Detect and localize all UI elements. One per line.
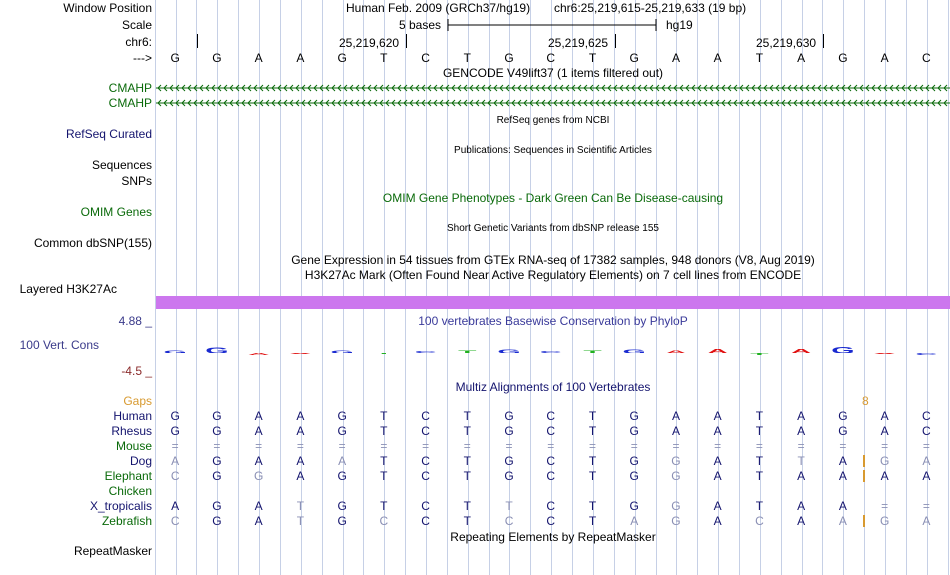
aligned-base: G (253, 469, 264, 483)
aligned-base: C (421, 424, 430, 438)
aligned-base: G (838, 409, 848, 423)
conservation-logo-glyph: A (247, 353, 270, 355)
aligned-base: A (296, 409, 305, 423)
aligned-base: G (212, 469, 222, 483)
ruler-tick-label: 25,219,630 (756, 36, 817, 50)
aligned-base: = (714, 439, 722, 453)
label-cons-max: 4.88 _ (118, 314, 152, 328)
ruler-tick-mark (406, 34, 407, 48)
gencode-track-title: GENCODE V49lift37 (1 items filtered out) (442, 66, 664, 80)
position-label: chr6:25,219,615-25,219,633 (19 bp) (554, 1, 747, 15)
species-label-human[interactable]: Human (113, 409, 152, 423)
aligned-base: A (171, 499, 180, 513)
aligned-base: G (629, 454, 639, 468)
aligned-base: T (380, 454, 388, 468)
aligned-base: C (921, 424, 931, 438)
aligned-base: T (380, 424, 388, 438)
aligned-base: G (337, 409, 347, 423)
reference-base: T (588, 51, 597, 65)
aligned-base: T (463, 409, 471, 423)
db-label: hg19 (666, 18, 693, 32)
conservation-logo-glyph: G (831, 346, 855, 353)
label-repeatmasker[interactable]: RepeatMasker (73, 544, 152, 558)
label-window-position: Window Position (63, 1, 152, 15)
ruler-tick-mark (197, 34, 198, 48)
reference-base: C (546, 51, 556, 65)
aligned-base: = (672, 439, 680, 453)
aligned-base: = (547, 439, 555, 453)
aligned-base: T (797, 454, 805, 468)
aligned-base: T (463, 499, 471, 513)
aligned-base: G (838, 424, 848, 438)
conservation-logo-glyph: A (706, 348, 729, 353)
aligned-base: T (588, 454, 597, 468)
aligned-base: A (838, 499, 847, 513)
label-scale: Scale (121, 18, 152, 32)
aligned-base: = (630, 439, 638, 453)
aligned-base: A (838, 454, 847, 468)
aligned-base: = (213, 439, 221, 453)
conservation-logo-glyph: A (873, 353, 896, 354)
aligned-base: T (755, 499, 764, 513)
aligned-base: A (254, 409, 263, 423)
conservation-logo-glyph: A (790, 348, 812, 353)
aligned-base: A (797, 409, 806, 423)
insertion-marker (863, 470, 865, 482)
species-label-zebrafish[interactable]: Zebrafish (101, 514, 152, 528)
aligned-base: C (421, 469, 430, 483)
phylop-track-title: 100 vertebrates Basewise Conservation by PhyloP (418, 314, 688, 328)
aligned-base: G (504, 424, 514, 438)
refseq-track-title: RefSeq genes from NCBI (496, 115, 610, 126)
species-label-elephant[interactable]: Elephant (104, 469, 152, 483)
aligned-base: C (546, 469, 556, 483)
aligned-base: A (713, 514, 722, 528)
label-cons-min: -4.5 _ (121, 364, 152, 378)
aligned-base: A (838, 514, 847, 528)
reference-base: C (421, 51, 430, 65)
label-strand: ---> (133, 51, 152, 65)
conservation-logo-glyph: T (583, 350, 602, 353)
aligned-base: T (755, 409, 764, 423)
reference-base: A (880, 51, 889, 65)
aligned-base: G (879, 454, 890, 468)
aligned-base: T (588, 469, 597, 483)
label-omim[interactable]: OMIM Genes (80, 205, 152, 219)
aligned-base: C (504, 514, 514, 528)
reference-base: T (463, 51, 471, 65)
scale-bar (446, 17, 658, 33)
conservation-logo-glyph: G (330, 350, 354, 353)
aligned-base: = (797, 439, 805, 453)
aligned-base: T (296, 499, 305, 513)
label-cmahp-1[interactable]: CMAHP (108, 81, 152, 95)
cmahp-transcript-1[interactable] (156, 82, 950, 94)
label-refseq[interactable]: RefSeq Curated (65, 127, 152, 141)
h3k27ac-signal-bar[interactable] (156, 296, 950, 309)
aligned-base: C (421, 409, 430, 423)
reference-base: A (296, 51, 305, 65)
aligned-base: = (422, 439, 430, 453)
aligned-base: T (588, 499, 597, 513)
conservation-logo-glyph: T (458, 350, 477, 353)
reference-base: G (170, 51, 180, 65)
aligned-base: G (212, 514, 222, 528)
aligned-base: G (212, 409, 222, 423)
reference-base: G (629, 51, 639, 65)
aligned-base: A (713, 409, 722, 423)
aligned-base: C (421, 454, 430, 468)
aligned-base: = (922, 439, 930, 453)
aligned-base: A (838, 469, 847, 483)
publications-track-title: Publications: Sequences in Scientific Articles (454, 145, 652, 156)
aligned-base: G (629, 424, 639, 438)
aligned-base: G (337, 424, 347, 438)
assembly-label: Human Feb. 2009 (GRCh37/hg19) (346, 1, 531, 15)
reference-base: G (212, 51, 222, 65)
aligned-base: T (755, 454, 764, 468)
aligned-base: C (546, 454, 556, 468)
repeatmasker-track-title: Repeating Elements by RepeatMasker (450, 530, 656, 544)
conservation-logo-glyph: T (750, 353, 769, 355)
aligned-base: C (546, 499, 556, 513)
label-snps[interactable]: SNPs (121, 174, 152, 188)
aligned-base: G (170, 409, 180, 423)
aligned-base: G (879, 514, 890, 528)
aligned-base: A (922, 514, 931, 528)
aligned-base: C (421, 499, 430, 513)
aligned-base: = (922, 499, 930, 513)
aligned-base: T (296, 514, 305, 528)
aligned-base: C (170, 469, 180, 483)
aligned-base: = (171, 439, 179, 453)
reference-base: G (337, 51, 347, 65)
aligned-base: A (254, 514, 263, 528)
multiz-track-title: Multiz Alignments of 100 Vertebrates (455, 380, 651, 394)
aligned-base: G (212, 499, 222, 513)
aligned-base: G (337, 514, 347, 528)
reference-base: T (380, 51, 388, 65)
reference-base: C (921, 51, 931, 65)
conservation-logo-glyph: C (915, 353, 938, 355)
aligned-base: A (797, 514, 806, 528)
gtex-track-title: Gene Expression in 54 tissues from GTEx RNA-seq of 17382 samples, 948 donors (V8, Aug 2019) (291, 253, 815, 267)
dbsnp-track-title: Short Genetic Variants from dbSNP release 155 (447, 223, 659, 234)
label-cmahp-2[interactable]: CMAHP (108, 96, 152, 110)
aligned-base: G (504, 409, 514, 423)
ruler-tick-mark (615, 34, 616, 48)
cmahp-transcript-2[interactable] (156, 97, 950, 109)
aligned-base: T (755, 424, 764, 438)
label-chrom: chr6: (125, 35, 152, 49)
label-gaps: Gaps (123, 394, 152, 408)
conservation-logo-glyph: A (665, 350, 687, 353)
aligned-base: A (671, 424, 680, 438)
aligned-base: G (170, 424, 180, 438)
aligned-base: A (797, 499, 806, 513)
label-dbsnp[interactable]: Common dbSNP(155) (33, 236, 152, 250)
aligned-base: A (922, 469, 931, 483)
aligned-base: G (671, 469, 681, 483)
aligned-base: T (380, 469, 388, 483)
conservation-logo-glyph: T (374, 353, 393, 354)
aligned-base: = (839, 439, 847, 453)
aligned-base: A (296, 454, 305, 468)
ruler-tick-label: 25,219,625 (548, 36, 609, 50)
label-sequences[interactable]: Sequences (91, 158, 152, 172)
aligned-base: A (296, 469, 305, 483)
aligned-base: C (170, 514, 180, 528)
aligned-base: A (671, 409, 680, 423)
aligned-base: = (505, 439, 513, 453)
aligned-base: = (588, 439, 596, 453)
aligned-base: A (713, 424, 722, 438)
scale-text: 5 bases (399, 18, 442, 32)
aligned-base: C (546, 424, 556, 438)
aligned-base: A (630, 514, 639, 528)
conservation-logo-glyph: G (622, 349, 646, 353)
aligned-base: = (338, 439, 346, 453)
species-label-x-tropicalis[interactable]: X_tropicalis (89, 499, 152, 513)
aligned-base: G (337, 499, 347, 513)
aligned-base: C (421, 514, 430, 528)
aligned-base: T (505, 499, 513, 513)
conservation-logo-glyph: A (289, 353, 312, 354)
aligned-base: T (380, 499, 388, 513)
aligned-base: A (254, 454, 263, 468)
aligned-base: A (713, 454, 722, 468)
aligned-base: G (212, 424, 222, 438)
aligned-base: G (504, 454, 514, 468)
insertion-marker (863, 455, 865, 467)
aligned-base: G (337, 469, 347, 483)
aligned-base: C (546, 409, 556, 423)
aligned-base: A (713, 499, 722, 513)
reference-base: G (504, 51, 514, 65)
ruler-tick-label: 25,219,620 (339, 36, 400, 50)
track-label-column (0, 0, 155, 575)
conservation-logo-glyph: G (497, 349, 521, 353)
insertion-marker (863, 515, 865, 527)
aligned-base: G (629, 499, 639, 513)
aligned-base: G (212, 454, 222, 468)
aligned-base: A (797, 469, 806, 483)
species-label-dog[interactable]: Dog (129, 454, 152, 468)
conservation-logo-glyph: G (163, 350, 187, 353)
aligned-base: G (671, 514, 681, 528)
reference-base: A (671, 51, 680, 65)
aligned-base: A (254, 424, 263, 438)
aligned-base: = (755, 439, 763, 453)
aligned-base: A (797, 424, 806, 438)
aligned-base: G (629, 469, 639, 483)
aligned-base: G (504, 469, 514, 483)
label-h3k27ac[interactable]: Layered H3K27Ac (19, 282, 117, 296)
species-label-chicken[interactable]: Chicken (108, 484, 152, 498)
reference-base: G (838, 51, 848, 65)
aligned-base: G (671, 454, 681, 468)
aligned-base: C (546, 514, 556, 528)
aligned-base: C (921, 409, 931, 423)
aligned-base: A (880, 409, 889, 423)
reference-base: A (713, 51, 722, 65)
species-label-mouse[interactable]: Mouse (115, 439, 152, 453)
ruler-tick-mark (823, 34, 824, 48)
reference-base: T (755, 51, 764, 65)
aligned-base: T (463, 424, 471, 438)
species-label-rhesus[interactable]: Rhesus (111, 424, 152, 438)
aligned-base: A (880, 424, 889, 438)
aligned-base: T (463, 454, 471, 468)
aligned-base: = (881, 499, 889, 513)
aligned-base: = (255, 439, 263, 453)
aligned-base: A (254, 499, 263, 513)
omim-track-title: OMIM Gene Phenotypes - Dark Green Can Be Disease-causing (382, 191, 724, 205)
label-cons-track[interactable]: 100 Vert. Cons (19, 338, 99, 352)
aligned-base: C (755, 514, 764, 528)
aligned-base: T (380, 409, 388, 423)
aligned-base: A (171, 454, 180, 468)
aligned-base: A (713, 469, 722, 483)
aligned-base: T (588, 424, 597, 438)
conservation-logo-glyph: C (539, 351, 562, 353)
aligned-base: A (338, 454, 347, 468)
aligned-base: C (379, 514, 389, 528)
track-image-area[interactable] (156, 0, 950, 575)
aligned-base: T (755, 469, 764, 483)
aligned-base: = (463, 439, 471, 453)
aligned-base: T (588, 409, 597, 423)
aligned-base: = (881, 439, 889, 453)
aligned-base: T (588, 514, 597, 528)
aligned-base: G (671, 499, 681, 513)
aligned-base: = (296, 439, 304, 453)
conservation-logo-glyph: G (205, 347, 229, 353)
reference-base: A (254, 51, 263, 65)
conservation-logo-glyph: C (414, 351, 437, 353)
aligned-base: G (629, 409, 639, 423)
aligned-base: A (922, 454, 931, 468)
aligned-base: = (380, 439, 388, 453)
h3k27ac-track-title: H3K27Ac Mark (Often Found Near Active Regulatory Elements) on 7 cell lines from ENCODE (304, 268, 802, 282)
aligned-base: A (880, 469, 889, 483)
aligned-base: T (463, 469, 471, 483)
gap-count: 8 (862, 394, 869, 408)
reference-base: A (797, 51, 806, 65)
aligned-base: A (296, 424, 305, 438)
aligned-base: T (463, 514, 471, 528)
